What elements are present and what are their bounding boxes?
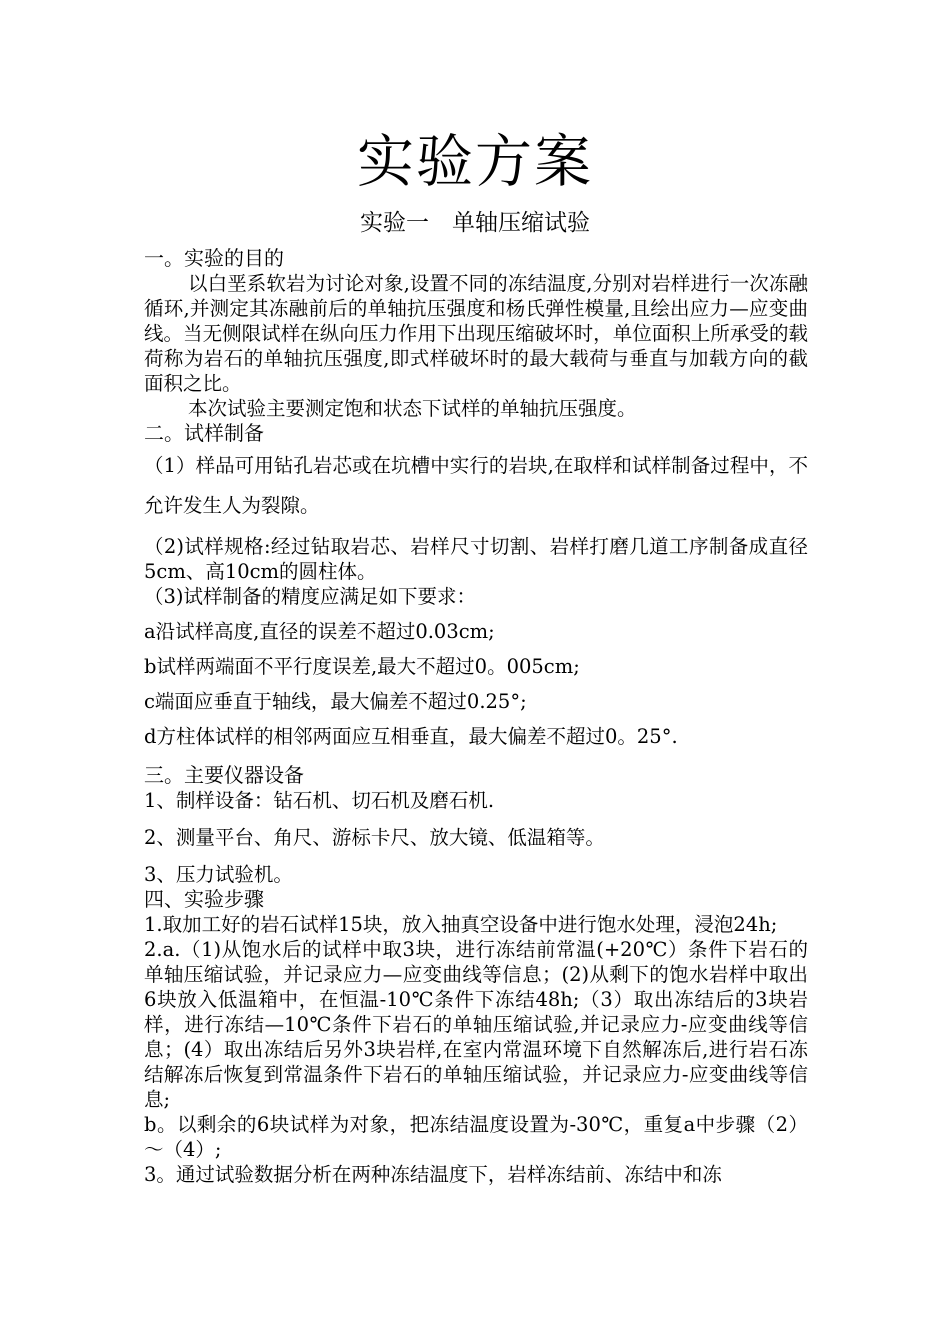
equipment-item-2: 2、测量平台、角尺、游标卡尺、放大镜、低温箱等。 bbox=[144, 826, 605, 849]
equipment-item-1: 1、制样设备：钻石机、切石机及磨石机. bbox=[144, 789, 495, 812]
specimen-item-1: （1）样品可用钻孔岩芯或在坑槽中实行的岩块,在取样和试样制备过程中，不允许发生人为裂隙。 bbox=[144, 454, 808, 517]
section-heading-procedure: 四、实验步骤 bbox=[144, 887, 264, 911]
specimen-item-2: （2)试样规格:经过钻取岩芯、岩样尺寸切割、岩样打磨几道工序制备成直径5cm、高10cm的圆柱体。 bbox=[144, 535, 808, 583]
precision-item-c: c端面应垂直于轴线，最大偏差不超过0.25°; bbox=[144, 690, 527, 713]
document-body bbox=[144, 246, 808, 1187]
procedure-step-2a: 2.a.（1)从饱水后的试样中取3块，进行冻结前常温(+20℃）条件下岩石的单轴压缩试验，并记录应力—应变曲线等信息；(2)从剩下的饱水岩样中取出6块放入低温箱中，在恒温-10℃条件下冻结48h;（3）取出冻结后的3块岩样，进行冻结—10℃条件下岩石的单轴压缩试验,并记录应力-应变曲线等信息；(4）取出冻结后另外3块岩样,在室内常温环境下自然解冻后,进行岩石冻结解冻后恢复到常温条件下岩石的单轴压缩试验，并记录应力-应变曲线等信息; bbox=[144, 938, 808, 1111]
section-heading-equipment: 三。主要仪器设备 bbox=[144, 763, 304, 787]
equipment-item-3: 3、压力试验机。 bbox=[144, 863, 293, 886]
purpose-note: 本次试验主要测定饱和状态下试样的单轴抗压强度。 bbox=[188, 397, 637, 420]
precision-item-d: d方柱体试样的相邻两面应互相垂直，最大偏差不超过0。25°. bbox=[144, 725, 678, 748]
purpose-paragraph: 以白垩系软岩为讨论对象,设置不同的冻结温度,分别对岩样进行一次冻融循环,并测定其冻融前后的单轴抗压强度和杨氏弹性模量,且绘出应力—应变曲线。当无侧限试样在纵向压力作用下出现压缩破坏时，单位面积上所承受的载荷称为岩石的单轴抗压强度,即式样破坏时的最大载荷与垂直与加载方向的截面积之比。 bbox=[144, 272, 808, 395]
experiment-subtitle: 实验一 单轴压缩试验 bbox=[360, 210, 590, 236]
document-title: 实验方案 bbox=[357, 129, 593, 195]
procedure-step-3: 3。通过试验数据分析在两种冻结温度下，岩样冻结前、冻结中和冻 bbox=[144, 1163, 722, 1186]
precision-item-a: a沿试样高度,直径的误差不超过0.03cm; bbox=[144, 620, 495, 643]
precision-item-b: b试样两端面不平行度误差,最大不超过0。005cm; bbox=[144, 655, 580, 678]
section-heading-specimen: 二。试样制备 bbox=[144, 421, 264, 445]
section-heading-purpose: 一。实验的目的 bbox=[144, 246, 284, 270]
procedure-step-2b: b。以剩余的6块试样为对象，把冻结温度设置为-30℃，重复a中步骤（2）～（4）; bbox=[144, 1113, 808, 1161]
procedure-step-1: 1.取加工好的岩石试样15块，放入抽真空设备中进行饱水处理，浸泡24h; bbox=[144, 913, 778, 936]
specimen-item-3: （3)试样制备的精度应满足如下要求： bbox=[144, 585, 477, 608]
